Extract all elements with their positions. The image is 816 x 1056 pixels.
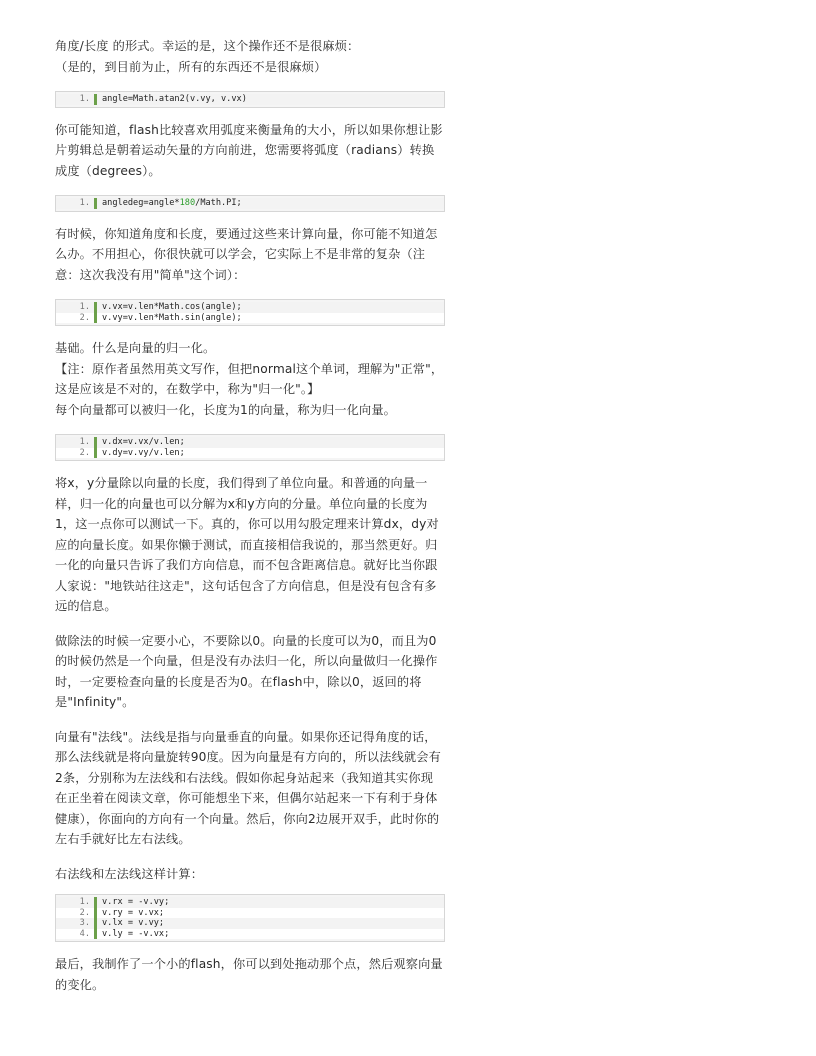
code-line (56, 448, 444, 459)
line-number: 1. (56, 437, 97, 448)
code-text: v.ry = v.vx; (102, 907, 165, 918)
paragraph-text: 右法线和左法线这样计算： (55, 866, 204, 881)
code-text: v.ly = -v.vx; (102, 928, 170, 939)
line-number: 2. (56, 908, 97, 919)
code-block-angledeg (55, 195, 445, 212)
code-line (56, 198, 444, 209)
paragraph-1 (55, 36, 445, 77)
line-number: 1. (56, 302, 97, 313)
paragraph-text: （是的，到目前为止，所有的东西还不是很麻烦） (55, 59, 327, 74)
paragraph-text: 基础。什么是向量的归一化。 (55, 341, 216, 355)
code-block-polar (55, 299, 445, 326)
paragraph-2 (55, 120, 445, 182)
line-number: 3. (56, 918, 97, 929)
code-line (56, 94, 444, 105)
paragraph-6 (55, 631, 445, 713)
code-line (56, 302, 444, 313)
paragraph-9 (55, 954, 445, 995)
paragraph-text: 做除法的时候一定要小心，不要除以0。向量的长度可以为0，而且为0的时候仍然是一个向量，但是没有办法归一化，所以向量做归一化操作时，一定要检查向量的长度是否为0。在flash中，除以0，返回的将是"Infinity"。 (55, 633, 438, 709)
code-text-post: /Math.PI; (195, 198, 242, 208)
code-block-normalize (55, 434, 445, 461)
line-number: 1. (56, 198, 97, 209)
code-line (56, 437, 444, 448)
paragraph-text: 角度/长度 的形式。幸运的是，这个操作还不是很麻烦： (55, 39, 360, 53)
code-text: v.rx = -v.vy; (102, 897, 170, 907)
paragraph-5 (55, 473, 445, 617)
code-line (56, 908, 444, 919)
paragraph-7 (55, 727, 445, 850)
code-line (56, 918, 444, 929)
line-number: 1. (56, 94, 97, 105)
code-text: v.vy=v.len*Math.sin(angle); (102, 312, 242, 323)
paragraph-text: 最后，我制作了一个小的flash，你可以到处拖动那个点，然后观察向量的变化。 (55, 957, 443, 992)
code-text: v.vx=v.len*Math.cos(angle); (102, 302, 242, 312)
paragraph-text: 向量有"法线"。法线是指与向量垂直的向量。如果你还记得角度的话，那么法线就是将向量旋转90度。因为向量是有方向的，所以法线就会有2条，分别称为左法线和右法线。假如你起身站起来（我知道其实你现在正坐着在阅读文章，你可能想坐下来，但偶尔站起来一下有利于身体健康），你面向的方向有一个向量。然后，你向2边展开双手，此时你的左右手就好比左右法线。 (55, 729, 441, 846)
paragraph-text: 每个向量都可以被归一化，长度为1的向量，称为归一化向量。 (55, 402, 397, 417)
code-text-pre: angledeg=angle* (102, 198, 180, 208)
code-block-atan2 (55, 91, 445, 108)
paragraph-4 (55, 338, 445, 420)
code-line (56, 929, 444, 940)
code-line (56, 897, 444, 908)
line-number: 2. (56, 313, 97, 324)
code-text: v.dy=v.vy/v.len; (102, 447, 185, 458)
code-text (97, 198, 242, 209)
paragraph-text: 你可能知道，flash比较喜欢用弧度来衡量角的大小，所以如果你想让影片剪辑总是朝着运动矢量的方向前进，您需要将弧度（radians）转换成度（degrees）。 (55, 122, 443, 178)
line-number: 1. (56, 897, 97, 908)
paragraph-text: 将x，y分量除以向量的长度，我们得到了单位向量。和普通的向量一样，归一化的向量也可以分解为x和y方向的分量。单位向量的长度为1，这一点你可以测试一下。真的，你可以用勾股定理来计算dx，dy对应的向量长度。如果你懒于测试，而直接相信我说的，那当然更好。归一化的向量只告诉了我们方向信息，而不包含距离信息。就好比当你跟人家说："地铁站往这走"，这句话包含了方向信息，但是没有包含有多远的信息。 (55, 476, 439, 613)
article-body (55, 36, 445, 1009)
code-text: v.lx = v.vy; (102, 918, 165, 928)
code-number-literal: 180 (179, 198, 196, 208)
paragraph-text: 有时候，你知道角度和长度，要通过这些来计算向量，你可能不知道怎么办。不用担心，你很快就可以学会，它实际上不是非常的复杂（注意：这次我没有用"简单"这个词）： (55, 226, 438, 282)
line-number: 4. (56, 929, 97, 940)
code-block-normals (55, 894, 445, 942)
code-text: v.dx=v.vx/v.len; (102, 437, 185, 447)
line-number: 2. (56, 448, 97, 459)
code-line (56, 313, 444, 324)
paragraph-8 (55, 864, 445, 885)
paragraph-text: 【注：原作者虽然用英文写作，但把normal这个单词，理解为"正常"，这是应该是不对的，在数学中，称为"归一化"。】 (55, 361, 444, 396)
paragraph-3 (55, 224, 445, 286)
code-text: angle=Math.atan2(v.vy, v.vx) (102, 94, 247, 104)
